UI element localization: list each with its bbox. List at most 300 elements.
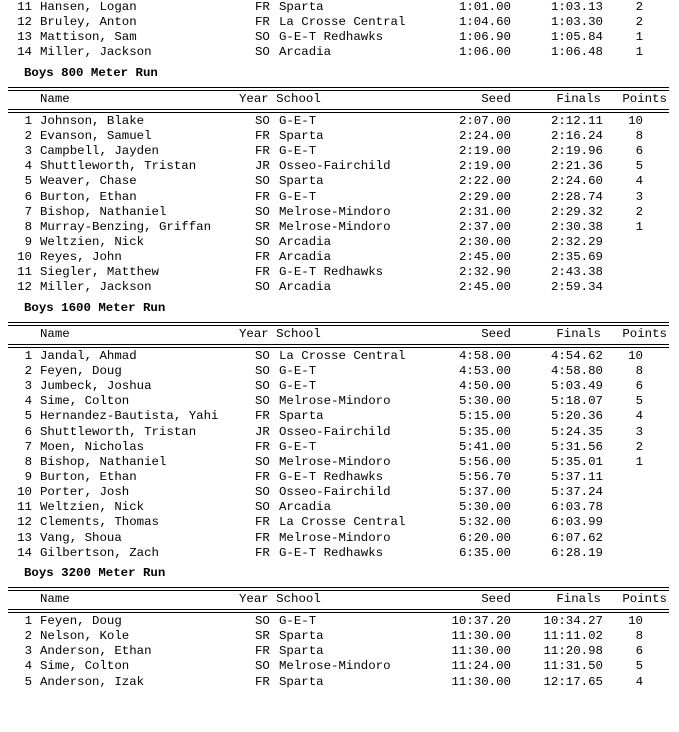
header-year-school: Year School (239, 326, 321, 341)
school: Arcadia (279, 234, 332, 249)
header-finals: Finals (556, 91, 601, 106)
place: 7 (24, 204, 32, 219)
result-row (0, 114, 679, 129)
place: 8 (24, 219, 32, 234)
place: 2 (24, 363, 32, 378)
header-bottom-rule (0, 607, 679, 614)
seed-time: 5:56.70 (458, 469, 511, 484)
athlete-name: Reyes, John (40, 250, 122, 265)
athlete-name: Anderson, Izak (40, 674, 145, 689)
double-rule-line (8, 87, 669, 91)
finals-time: 5:24.35 (550, 424, 603, 439)
finals-time: 2:30.38 (550, 219, 603, 234)
athlete-name: Siegler, Matthew (40, 265, 159, 280)
result-row (0, 265, 679, 280)
place: 12 (17, 15, 32, 30)
year: FR (255, 515, 270, 530)
finals-time: 5:31.56 (550, 439, 603, 454)
seed-time: 11:24.00 (451, 659, 511, 674)
seed-time: 2:30.00 (458, 234, 511, 249)
seed-time: 2:19.00 (458, 159, 511, 174)
year: SO (255, 30, 270, 45)
event-title (0, 301, 679, 316)
athlete-name: Moen, Nicholas (40, 439, 145, 454)
header-seed: Seed (481, 326, 511, 341)
result-row (0, 485, 679, 500)
seed-time: 2:19.00 (458, 144, 511, 159)
athlete-name: Jandal, Ahmad (40, 348, 137, 363)
school: Sparta (279, 674, 324, 689)
header-name: Name (40, 91, 70, 106)
double-rule-line (8, 609, 669, 613)
finals-time: 2:12.11 (550, 113, 603, 128)
place: 6 (24, 424, 32, 439)
header-finals: Finals (556, 591, 601, 606)
school: Osseo-Fairchild (279, 424, 391, 439)
header-points: Points (622, 91, 667, 106)
school: La Crosse Central (279, 515, 406, 530)
year: FR (255, 265, 270, 280)
athlete-name: Hansen, Logan (40, 0, 137, 14)
event-title-text: Boys 3200 Meter Run (24, 565, 166, 580)
place: 4 (24, 659, 32, 674)
year: SO (255, 454, 270, 469)
athlete-name: Feyen, Doug (40, 363, 122, 378)
finals-time: 2:43.38 (550, 265, 603, 280)
year: FR (255, 15, 270, 30)
school: Sparta (279, 644, 324, 659)
finals-time: 1:05.84 (550, 30, 603, 45)
school: Sparta (279, 174, 324, 189)
athlete-name: Gilbertson, Zach (40, 545, 159, 560)
seed-time: 1:01.00 (458, 0, 511, 14)
result-row (0, 129, 679, 144)
column-header (0, 92, 679, 107)
points: 5 (635, 659, 643, 674)
result-row (0, 280, 679, 295)
place: 1 (24, 614, 32, 629)
place: 14 (17, 545, 32, 560)
header-finals: Finals (556, 326, 601, 341)
place: 5 (24, 174, 32, 189)
seed-time: 5:30.00 (458, 394, 511, 409)
year: SO (255, 45, 270, 60)
header-year-school: Year School (239, 591, 321, 606)
seed-time: 2:24.00 (458, 128, 511, 143)
result-row (0, 349, 679, 364)
place: 14 (17, 45, 32, 60)
result-row (0, 0, 679, 15)
seed-time: 11:30.00 (451, 644, 511, 659)
athlete-name: Weaver, Chase (40, 174, 137, 189)
athlete-name: Miller, Jackson (40, 280, 152, 295)
points: 6 (635, 379, 643, 394)
place: 8 (24, 454, 32, 469)
header-bottom-rule (0, 107, 679, 114)
athlete-name: Murray-Benzing, Griffan (40, 219, 212, 234)
seed-time: 5:56.00 (458, 454, 511, 469)
place: 11 (17, 265, 32, 280)
points: 2 (635, 15, 643, 30)
seed-time: 5:15.00 (458, 409, 511, 424)
finals-time: 1:06.48 (550, 45, 603, 60)
finals-time: 10:34.27 (543, 614, 603, 629)
year: FR (255, 439, 270, 454)
athlete-name: Bruley, Anton (40, 15, 137, 30)
seed-time: 2:31.00 (458, 204, 511, 219)
athlete-name: Sime, Colton (40, 659, 130, 674)
school: G-E-T Redhawks (279, 469, 384, 484)
double-rule-line (8, 587, 669, 591)
header-points: Points (622, 326, 667, 341)
school: Melrose-Mindoro (279, 204, 391, 219)
finals-time: 6:03.78 (550, 500, 603, 515)
year: SO (255, 204, 270, 219)
column-header (0, 592, 679, 607)
points: 2 (635, 439, 643, 454)
school: G-E-T (279, 144, 317, 159)
seed-time: 4:58.00 (458, 348, 511, 363)
athlete-name: Nelson, Kole (40, 629, 130, 644)
year: FR (255, 128, 270, 143)
result-row (0, 250, 679, 265)
school: Arcadia (279, 280, 332, 295)
athlete-name: Shuttleworth, Tristan (40, 159, 197, 174)
result-row (0, 30, 679, 45)
athlete-name: Jumbeck, Joshua (40, 379, 152, 394)
finals-time: 2:28.74 (550, 189, 603, 204)
finals-time: 5:37.11 (550, 469, 603, 484)
place: 5 (24, 409, 32, 424)
year: FR (255, 0, 270, 14)
place: 3 (24, 144, 32, 159)
seed-time: 5:41.00 (458, 439, 511, 454)
year: SR (255, 629, 270, 644)
header-year-school: Year School (239, 91, 321, 106)
seed-time: 2:45.00 (458, 280, 511, 295)
year: SO (255, 394, 270, 409)
school: Arcadia (279, 45, 332, 60)
athlete-name: Anderson, Ethan (40, 644, 152, 659)
result-row (0, 394, 679, 409)
year: FR (255, 144, 270, 159)
seed-time: 6:35.00 (458, 545, 511, 560)
school: La Crosse Central (279, 348, 406, 363)
seed-time: 2:22.00 (458, 174, 511, 189)
points: 6 (635, 644, 643, 659)
school: G-E-T (279, 363, 317, 378)
result-row (0, 425, 679, 440)
finals-time: 2:16.24 (550, 128, 603, 143)
finals-time: 5:37.24 (550, 485, 603, 500)
seed-time: 2:45.00 (458, 250, 511, 265)
year: FR (255, 530, 270, 545)
points: 10 (628, 348, 643, 363)
finals-time: 5:20.36 (550, 409, 603, 424)
points: 6 (635, 144, 643, 159)
finals-time: 2:21.36 (550, 159, 603, 174)
school: G-E-T (279, 614, 317, 629)
points: 1 (635, 219, 643, 234)
result-row (0, 455, 679, 470)
athlete-name: Weltzien, Nick (40, 500, 145, 515)
place: 9 (24, 234, 32, 249)
finals-time: 2:19.96 (550, 144, 603, 159)
finals-time: 6:03.99 (550, 515, 603, 530)
athlete-name: Evanson, Samuel (40, 128, 152, 143)
finals-time: 2:29.32 (550, 204, 603, 219)
year: JR (255, 159, 270, 174)
seed-time: 6:20.00 (458, 530, 511, 545)
result-row (0, 500, 679, 515)
year: SO (255, 348, 270, 363)
year: FR (255, 250, 270, 265)
school: G-E-T Redhawks (279, 30, 384, 45)
points: 2 (635, 0, 643, 14)
result-row (0, 159, 679, 174)
finals-time: 12:17.65 (543, 674, 603, 689)
finals-time: 2:59.34 (550, 280, 603, 295)
place: 10 (17, 485, 32, 500)
year: FR (255, 189, 270, 204)
points: 1 (635, 454, 643, 469)
result-row (0, 644, 679, 659)
header-name: Name (40, 326, 70, 341)
year: SO (255, 113, 270, 128)
points: 5 (635, 394, 643, 409)
athlete-name: Porter, Josh (40, 485, 130, 500)
year: FR (255, 409, 270, 424)
header-seed: Seed (481, 591, 511, 606)
school: Osseo-Fairchild (279, 485, 391, 500)
school: Arcadia (279, 500, 332, 515)
year: SO (255, 659, 270, 674)
place: 7 (24, 439, 32, 454)
finals-time: 6:28.19 (550, 545, 603, 560)
points: 1 (635, 45, 643, 60)
athlete-name: Feyen, Doug (40, 614, 122, 629)
school: G-E-T (279, 439, 317, 454)
finals-time: 11:31.50 (543, 659, 603, 674)
seed-time: 11:30.00 (451, 674, 511, 689)
place: 11 (17, 0, 32, 14)
column-header (0, 327, 679, 342)
finals-time: 5:18.07 (550, 394, 603, 409)
points: 3 (635, 424, 643, 439)
year: SO (255, 174, 270, 189)
seed-time: 2:37.00 (458, 219, 511, 234)
year: FR (255, 674, 270, 689)
result-row (0, 144, 679, 159)
athlete-name: Burton, Ethan (40, 189, 137, 204)
place: 10 (17, 250, 32, 265)
year: SR (255, 219, 270, 234)
year: FR (255, 644, 270, 659)
seed-time: 10:37.20 (451, 614, 511, 629)
place: 2 (24, 629, 32, 644)
place: 1 (24, 113, 32, 128)
finals-time: 5:35.01 (550, 454, 603, 469)
event-title-text: Boys 1600 Meter Run (24, 300, 166, 315)
points: 4 (635, 674, 643, 689)
athlete-name: Hernandez-Bautista, Yahi (40, 409, 219, 424)
result-row (0, 531, 679, 546)
header-points: Points (622, 591, 667, 606)
school: Arcadia (279, 250, 332, 265)
school: Melrose-Mindoro (279, 659, 391, 674)
year: SO (255, 485, 270, 500)
points: 4 (635, 174, 643, 189)
year: FR (255, 545, 270, 560)
points: 8 (635, 629, 643, 644)
points: 8 (635, 128, 643, 143)
place: 13 (17, 30, 32, 45)
athlete-name: Clements, Thomas (40, 515, 159, 530)
year: SO (255, 500, 270, 515)
seed-time: 2:07.00 (458, 113, 511, 128)
finals-time: 2:32.29 (550, 234, 603, 249)
double-rule-line (8, 322, 669, 326)
result-row (0, 470, 679, 485)
finals-time: 1:03.30 (550, 15, 603, 30)
result-row (0, 364, 679, 379)
place: 5 (24, 674, 32, 689)
school: G-E-T (279, 189, 317, 204)
place: 12 (17, 515, 32, 530)
school: Sparta (279, 629, 324, 644)
finals-time: 11:20.98 (543, 644, 603, 659)
result-row (0, 205, 679, 220)
athlete-name: Shuttleworth, Tristan (40, 424, 197, 439)
year: SO (255, 234, 270, 249)
header-top-rule (0, 585, 679, 592)
event-title-text: Boys 800 Meter Run (24, 65, 158, 80)
athlete-name: Bishop, Nathaniel (40, 454, 167, 469)
seed-time: 5:30.00 (458, 500, 511, 515)
finals-time: 1:03.13 (550, 0, 603, 14)
finals-time: 5:03.49 (550, 379, 603, 394)
seed-time: 5:35.00 (458, 424, 511, 439)
year: FR (255, 469, 270, 484)
double-rule-line (8, 344, 669, 348)
result-row (0, 174, 679, 189)
result-row (0, 409, 679, 424)
seed-time: 2:29.00 (458, 189, 511, 204)
finals-time: 11:11.02 (543, 629, 603, 644)
school: Sparta (279, 409, 324, 424)
finals-time: 4:58.80 (550, 363, 603, 378)
school: La Crosse Central (279, 15, 406, 30)
place: 13 (17, 530, 32, 545)
points: 8 (635, 363, 643, 378)
place: 9 (24, 469, 32, 484)
athlete-name: Vang, Shoua (40, 530, 122, 545)
place: 1 (24, 348, 32, 363)
finals-time: 6:07.62 (550, 530, 603, 545)
points: 10 (628, 614, 643, 629)
result-row (0, 190, 679, 205)
year: SO (255, 280, 270, 295)
year: SO (255, 379, 270, 394)
header-top-rule (0, 85, 679, 92)
athlete-name: Johnson, Blake (40, 113, 145, 128)
place: 4 (24, 394, 32, 409)
school: Sparta (279, 128, 324, 143)
finals-time: 2:35.69 (550, 250, 603, 265)
place: 2 (24, 128, 32, 143)
double-rule-line (8, 109, 669, 113)
place: 11 (17, 500, 32, 515)
school: Melrose-Mindoro (279, 219, 391, 234)
header-seed: Seed (481, 91, 511, 106)
event-title (0, 66, 679, 81)
place: 3 (24, 644, 32, 659)
place: 12 (17, 280, 32, 295)
result-row (0, 515, 679, 530)
result-row (0, 220, 679, 235)
place: 4 (24, 159, 32, 174)
points: 1 (635, 30, 643, 45)
seed-time: 2:32.90 (458, 265, 511, 280)
result-row (0, 629, 679, 644)
year: JR (255, 424, 270, 439)
finals-time: 4:54.62 (550, 348, 603, 363)
year: SO (255, 363, 270, 378)
points: 10 (628, 113, 643, 128)
school: Melrose-Mindoro (279, 394, 391, 409)
year: SO (255, 614, 270, 629)
athlete-name: Weltzien, Nick (40, 234, 145, 249)
seed-time: 4:50.00 (458, 379, 511, 394)
result-row (0, 659, 679, 674)
result-row (0, 546, 679, 561)
seed-time: 11:30.00 (451, 629, 511, 644)
athlete-name: Burton, Ethan (40, 469, 137, 484)
result-row (0, 675, 679, 690)
athlete-name: Sime, Colton (40, 394, 130, 409)
school: G-E-T (279, 113, 317, 128)
points: 5 (635, 159, 643, 174)
header-name: Name (40, 591, 70, 606)
seed-time: 1:06.00 (458, 45, 511, 60)
seed-time: 1:04.60 (458, 15, 511, 30)
school: G-E-T Redhawks (279, 545, 384, 560)
athlete-name: Mattison, Sam (40, 30, 137, 45)
seed-time: 5:37.00 (458, 485, 511, 500)
place: 3 (24, 379, 32, 394)
points: 3 (635, 189, 643, 204)
result-row (0, 379, 679, 394)
school: Melrose-Mindoro (279, 454, 391, 469)
header-top-rule (0, 320, 679, 327)
school: Osseo-Fairchild (279, 159, 391, 174)
result-row (0, 614, 679, 629)
result-row (0, 45, 679, 60)
seed-time: 4:53.00 (458, 363, 511, 378)
school: G-E-T (279, 379, 317, 394)
athlete-name: Bishop, Nathaniel (40, 204, 167, 219)
school: Melrose-Mindoro (279, 530, 391, 545)
event-title (0, 566, 679, 581)
athlete-name: Miller, Jackson (40, 45, 152, 60)
points: 4 (635, 409, 643, 424)
school: Sparta (279, 0, 324, 14)
athlete-name: Campbell, Jayden (40, 144, 159, 159)
result-row (0, 15, 679, 30)
seed-time: 5:32.00 (458, 515, 511, 530)
header-bottom-rule (0, 342, 679, 349)
result-row (0, 235, 679, 250)
